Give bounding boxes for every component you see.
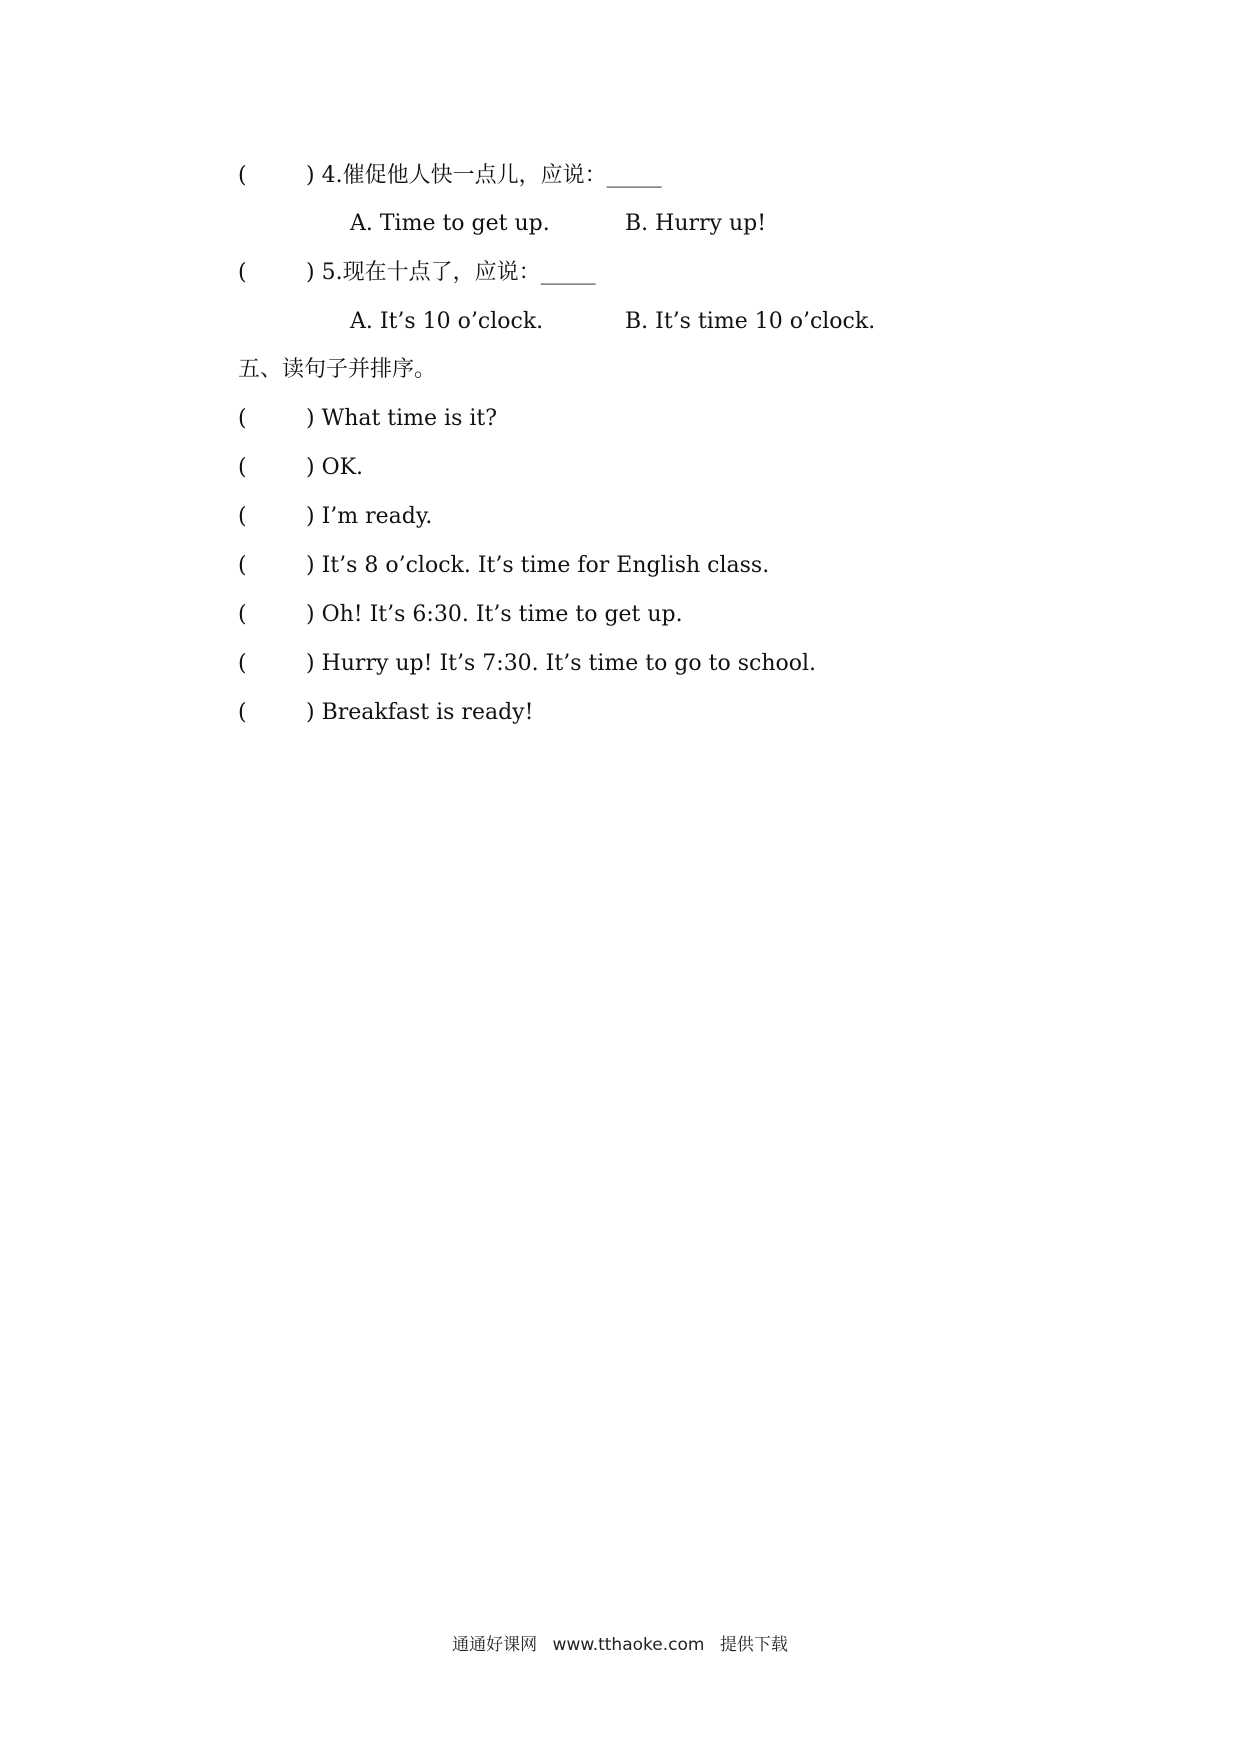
answer-blank-open: ( <box>238 602 247 627</box>
answer-blank-open: ( <box>238 455 247 480</box>
answer-blank-open: ( <box>238 260 247 285</box>
question-text: ) 4.催促他人快一点儿，应说：_____ <box>306 163 662 188</box>
answer-blank-open: ( <box>238 163 247 188</box>
ordering-sentence: ) Oh! It’s 6:30. It’s time to get up. <box>306 602 683 627</box>
footer-suffix: 提供下载 <box>719 1635 788 1655</box>
footer-url[interactable]: www.tthaoke.com <box>552 1635 705 1655</box>
answer-blank-open: ( <box>238 406 247 431</box>
question-5-option-a: A. It’s 10 o’clock. <box>350 309 544 334</box>
answer-blank-open: ( <box>238 504 247 529</box>
section-title: 五、读句子并排序。 <box>238 357 437 382</box>
answer-blank-open: ( <box>238 553 247 578</box>
question-5-option-b: B. It’s time 10 o’clock. <box>625 309 876 334</box>
footer-site-name: 通通好课网 <box>452 1635 538 1655</box>
ordering-sentence: ) OK. <box>306 455 364 480</box>
answer-blank-open: ( <box>238 651 247 676</box>
answer-blank-open: ( <box>238 700 247 725</box>
question-4-option-b: B. Hurry up! <box>625 211 767 236</box>
ordering-sentence: ) What time is it? <box>306 406 498 431</box>
question-text: ) 5.现在十点了，应说：_____ <box>306 260 596 285</box>
footer <box>0 1630 1240 1655</box>
ordering-sentence: ) Breakfast is ready! <box>306 700 534 725</box>
ordering-sentence: ) It’s 8 o’clock. It’s time for English class. <box>306 553 770 578</box>
ordering-sentence: ) I’m ready. <box>306 504 433 529</box>
ordering-sentence: ) Hurry up! It’s 7:30. It’s time to go to school. <box>306 651 817 676</box>
question-4-option-a: A. Time to get up. <box>350 211 550 236</box>
